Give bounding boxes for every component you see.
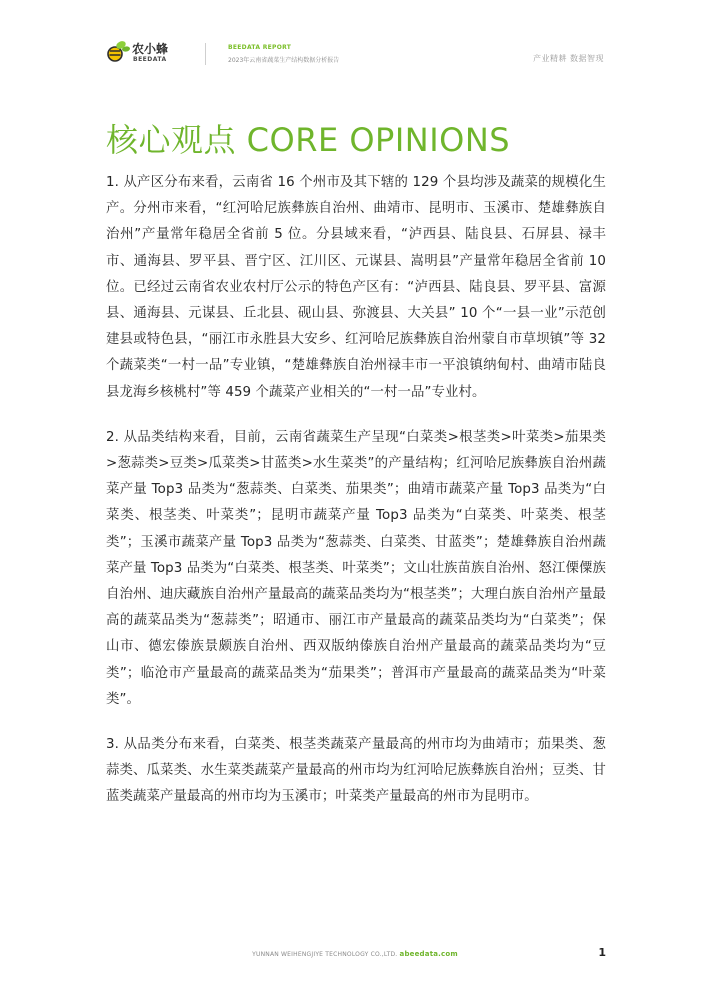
- footer-company: YUNNAN WEIHENGJIYE TECHNOLOGY CO.,LTD.: [252, 951, 398, 958]
- logo-subtitle: BEEDATA: [133, 56, 167, 63]
- header-tagline: 产业精耕 数据智现: [532, 54, 604, 63]
- logo-name: 农小蜂: [132, 42, 169, 56]
- opinion-paragraph-1: 1. 从产区分布来看，云南省 16 个州市及其下辖的 129 个县均涉及蔬菜的规模化生产。分州市来看，“红河哈尼族彝族自治州、曲靖市、昆明市、玉溪市、楚雄彝族自治州”产量常年稳居全省前 5 位。分县域来看，“泸西县、陆良县、石屏县、禄丰市、通海县、罗平县、晋宁区、江川区、元谋县、嵩明县”产量常年稳居全省前 10 位。已经过云南省农业农村厅公示的特色产区有：“泸西县、陆良县、罗平县、富源县、通海县、元谋县、丘北县、砚山县、弥渡县、大关县” 10 个“一县一业”示范创建县或特色县，“丽江市永胜县大安乡、红河哈尼族彝族自治州蒙自市草坝镇”等 32 个蔬菜类“一村一品”专业镇，“楚雄彝族自治州禄丰市一平浪镇纳甸村、曲靖市陆良县龙海乡核桃村”等 459 个蔬菜产业相关的“一村一品”专业村。: [106, 175, 606, 400]
- opinions-content: [106, 170, 606, 830]
- report-label-cn: 2023年云南省蔬菜生产结构数据分析报告: [228, 57, 340, 64]
- page-number: 1: [598, 946, 606, 959]
- page-title: 核心观点 CORE OPINIONS: [106, 121, 511, 160]
- opinion-paragraph-3: 3. 从品类分布来看，白菜类、根茎类蔬菜产量最高的州市均为曲靖市；茄果类、葱蒜类、瓜菜类、水生菜类蔬菜产量最高的州市均为红河哈尼族彝族自治州；豆类、甘蓝类蔬菜产量最高的州市均为玉溪市；叶菜类产量最高的州市为昆明市。: [106, 737, 606, 805]
- page-header: [0, 0, 710, 72]
- report-label-en: BEEDATA REPORT: [228, 44, 292, 51]
- bee-logo-icon: [106, 38, 132, 64]
- brand-logo: [106, 38, 216, 68]
- footer-url: abeedata.com: [399, 950, 458, 958]
- header-divider: [205, 43, 206, 65]
- opinion-paragraph-2: 2. 从品类结构来看，目前，云南省蔬菜生产呈现“白菜类>根茎类>叶菜类>茄果类>葱蒜类>豆类>瓜菜类>甘蓝类>水生菜类”的产量结构；红河哈尼族彝族自治州蔬菜产量 Top3 品类为“葱蒜类、白菜类、茄果类”；曲靖市蔬菜产量 Top3 品类为“白菜类、根茎类、叶菜类”；昆明市蔬菜产量 Top3 品类为“白菜类、叶菜类、根茎类”；玉溪市蔬菜产量 Top3 品类为“葱蒜类、白菜类、甘蓝类”；楚雄彝族自治州蔬菜产量 Top3 品类为“白菜类、根茎类、叶菜类”；文山壮族苗族自治州、怒江傈僳族自治州、迪庆藏族自治州产量最高的蔬菜品类均为“根茎类”；大理白族自治州产量最高的蔬菜品类为“葱蒜类”；昭通市、丽江市产量最高的蔬菜品类均为“白菜类”；保山市、德宏傣族景颇族自治州、西双版纳傣族自治州产量最高的蔬菜品类均为“豆类”；临沧市产量最高的蔬菜品类为“茄果类”；普洱市产量最高的蔬菜品类为“叶菜类”。: [106, 429, 606, 707]
